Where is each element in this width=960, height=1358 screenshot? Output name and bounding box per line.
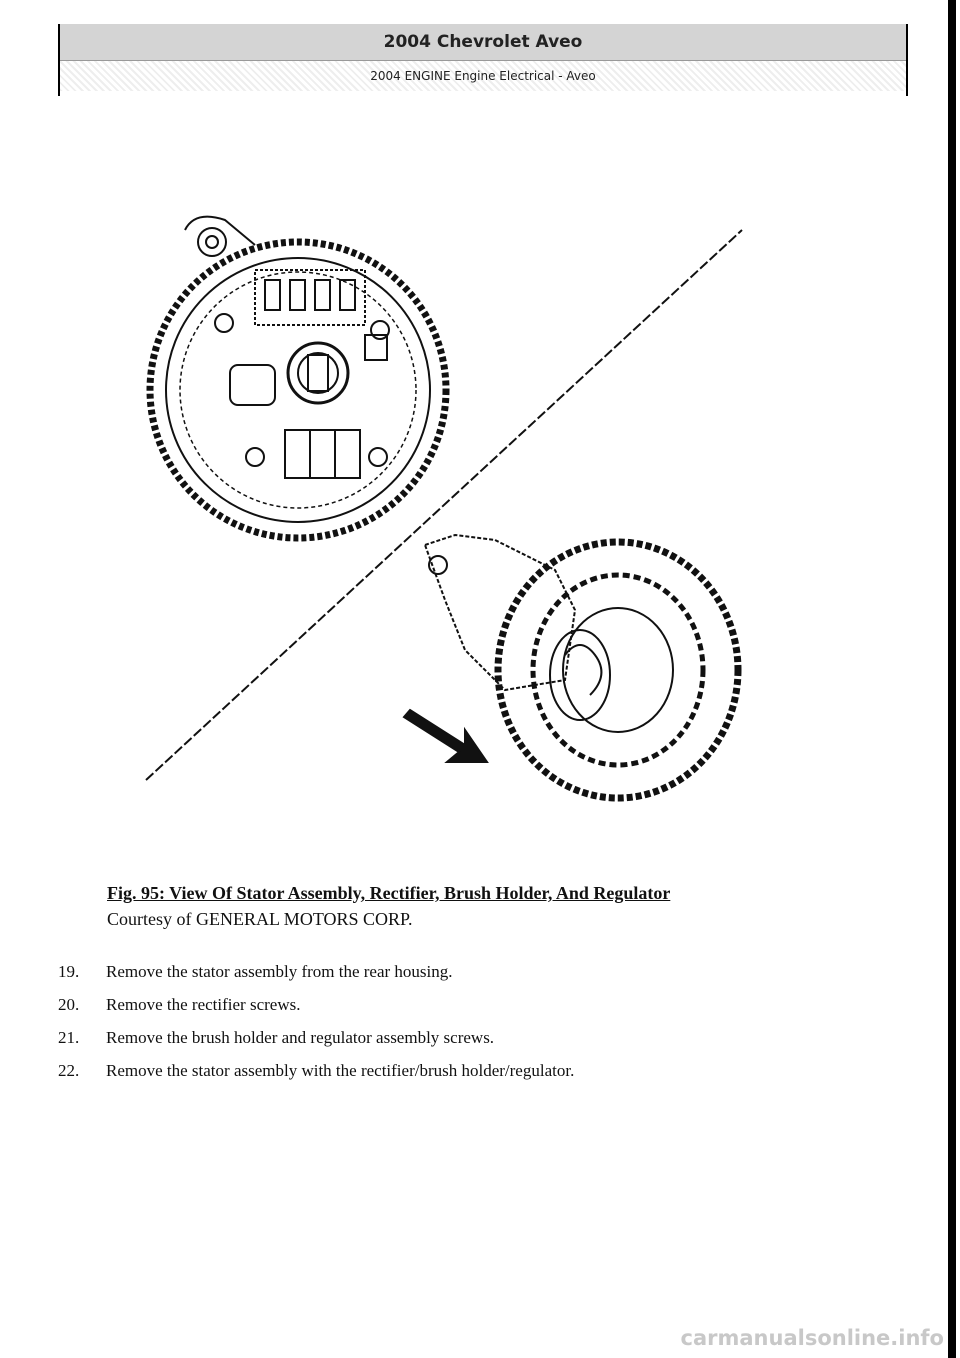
document-header [58, 24, 908, 96]
header-subtitle: 2004 ENGINE Engine Electrical - Aveo [60, 61, 906, 91]
step-text: Remove the rectifier screws. [106, 994, 301, 1014]
step-number: 22. [58, 1060, 80, 1080]
procedure-step [58, 1054, 918, 1087]
figure-caption [107, 880, 847, 932]
figure-title: Fig. 95: View Of Stator Assembly, Rectifier, Brush Holder, And Regulator [107, 883, 671, 903]
procedure-step [58, 988, 918, 1021]
watermark: carmanualsonline.info [680, 1326, 944, 1350]
step-text: Remove the stator assembly from the rear housing. [106, 961, 453, 981]
step-number: 21. [58, 1027, 80, 1047]
divider-line [146, 230, 742, 780]
procedure-step [58, 955, 918, 988]
procedure-step [58, 1021, 918, 1054]
rear-housing [150, 217, 446, 538]
procedure-steps [58, 955, 918, 1087]
header-title: 2004 Chevrolet Aveo [60, 24, 906, 61]
direction-arrow-icon [404, 710, 487, 762]
figure-credit: Courtesy of GENERAL MOTORS CORP. [107, 909, 413, 929]
alternator-stator-illustration [140, 205, 760, 805]
step-number: 19. [58, 961, 80, 981]
step-number: 20. [58, 994, 80, 1014]
step-text: Remove the brush holder and regulator assembly screws. [106, 1027, 495, 1047]
step-text: Remove the stator assembly with the rectifier/brush holder/regulator. [106, 1060, 575, 1080]
